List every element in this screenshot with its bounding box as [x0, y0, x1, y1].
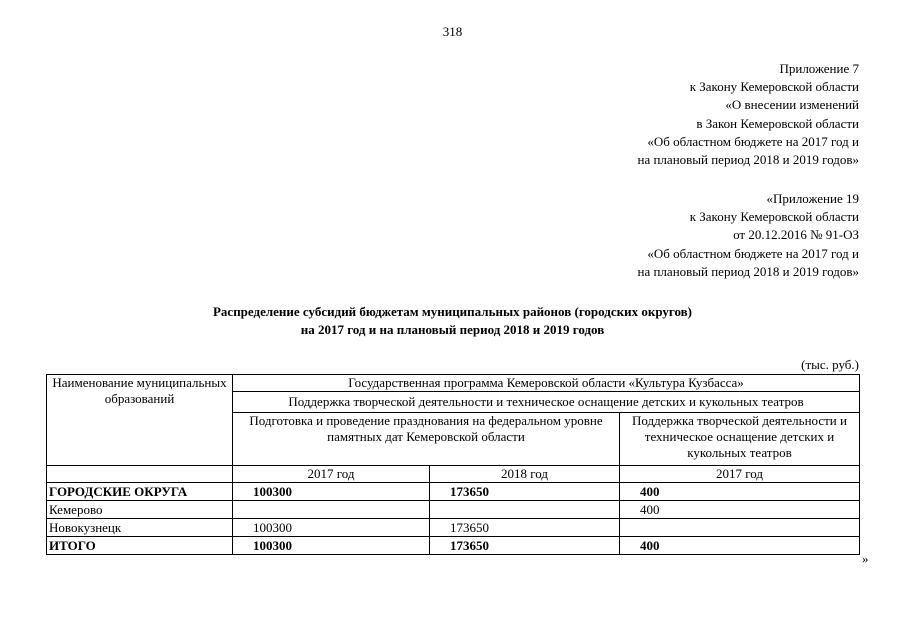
header-measure-holidays: Подготовка и проведение празднования на федеральном уровне памятных дат Кемеровской области [233, 413, 620, 466]
document-title-line-1: Распределение субсидий бюджетам муниципальных районов (городских округов) [212, 304, 692, 319]
annex-line: «Об областном бюджете на 2017 год и [647, 245, 859, 261]
annex-line: «Об областном бюджете на 2017 год и [647, 133, 859, 149]
row-value-theatres: 400 [620, 537, 860, 555]
annex-line: Приложение 7 [779, 61, 859, 76]
row-value-2018: 173650 [430, 519, 620, 537]
document-title [0, 303, 905, 339]
document-title-line-2: на 2017 год и на плановый период 2018 и 2019 годов [300, 322, 605, 337]
subsidy-table [46, 374, 860, 555]
annex-line: на плановый период 2018 и 2019 годов» [637, 263, 859, 279]
header-empty-cell [47, 466, 233, 483]
row-value-2018: 173650 [430, 483, 620, 501]
annex-line: в Закон Кемеровской области [696, 115, 859, 131]
row-name: Новокузнецк [47, 519, 233, 537]
table-row [47, 483, 860, 501]
row-name: ИТОГО [47, 537, 233, 555]
row-value-theatres [620, 519, 860, 537]
annex-line: к Закону Кемеровской области [689, 209, 859, 225]
row-value-2017: 100300 [233, 537, 430, 555]
header-year-2018: 2018 год [430, 466, 620, 483]
row-value-2018 [430, 501, 620, 519]
row-value-theatres: 400 [620, 483, 860, 501]
table-row [47, 519, 860, 537]
row-value-2017: 100300 [233, 483, 430, 501]
row-name: Кемерово [47, 501, 233, 519]
annex-line: к Закону Кемеровской области [689, 79, 859, 95]
annex-reference-inner [638, 190, 860, 281]
row-value-2017: 100300 [233, 519, 430, 537]
header-year-2017-theatres: 2017 год [620, 466, 860, 483]
header-program: Государственная программа Кемеровской области «Культура Кузбасса» [233, 375, 860, 392]
closing-quote: » [862, 551, 869, 566]
annex-line: «Приложение 19 [766, 191, 859, 206]
header-municipality: Наименование муниципальных образований [47, 375, 233, 466]
header-year-2017: 2017 год [233, 466, 430, 483]
units-label: (тыс. руб.) [801, 357, 859, 372]
header-subprogram: Поддержка творческой деятельности и техническое оснащение детских и кукольных театров [233, 392, 860, 413]
header-measure-theatres: Поддержка творческой деятельности и техническое оснащение детских и кукольных театров [620, 413, 860, 466]
page-number: 318 [442, 24, 463, 39]
table-row [47, 537, 860, 555]
annex-line: от 20.12.2016 № 91-ОЗ [733, 227, 859, 243]
row-value-theatres: 400 [620, 501, 860, 519]
row-value-2017 [233, 501, 430, 519]
annex-reference-outer [638, 60, 860, 169]
annex-line: «О внесении изменений [725, 97, 859, 113]
row-value-2018: 173650 [430, 537, 620, 555]
table-row [47, 501, 860, 519]
annex-line: на плановый период 2018 и 2019 годов» [637, 152, 859, 168]
row-name: ГОРОДСКИЕ ОКРУГА [47, 483, 233, 501]
